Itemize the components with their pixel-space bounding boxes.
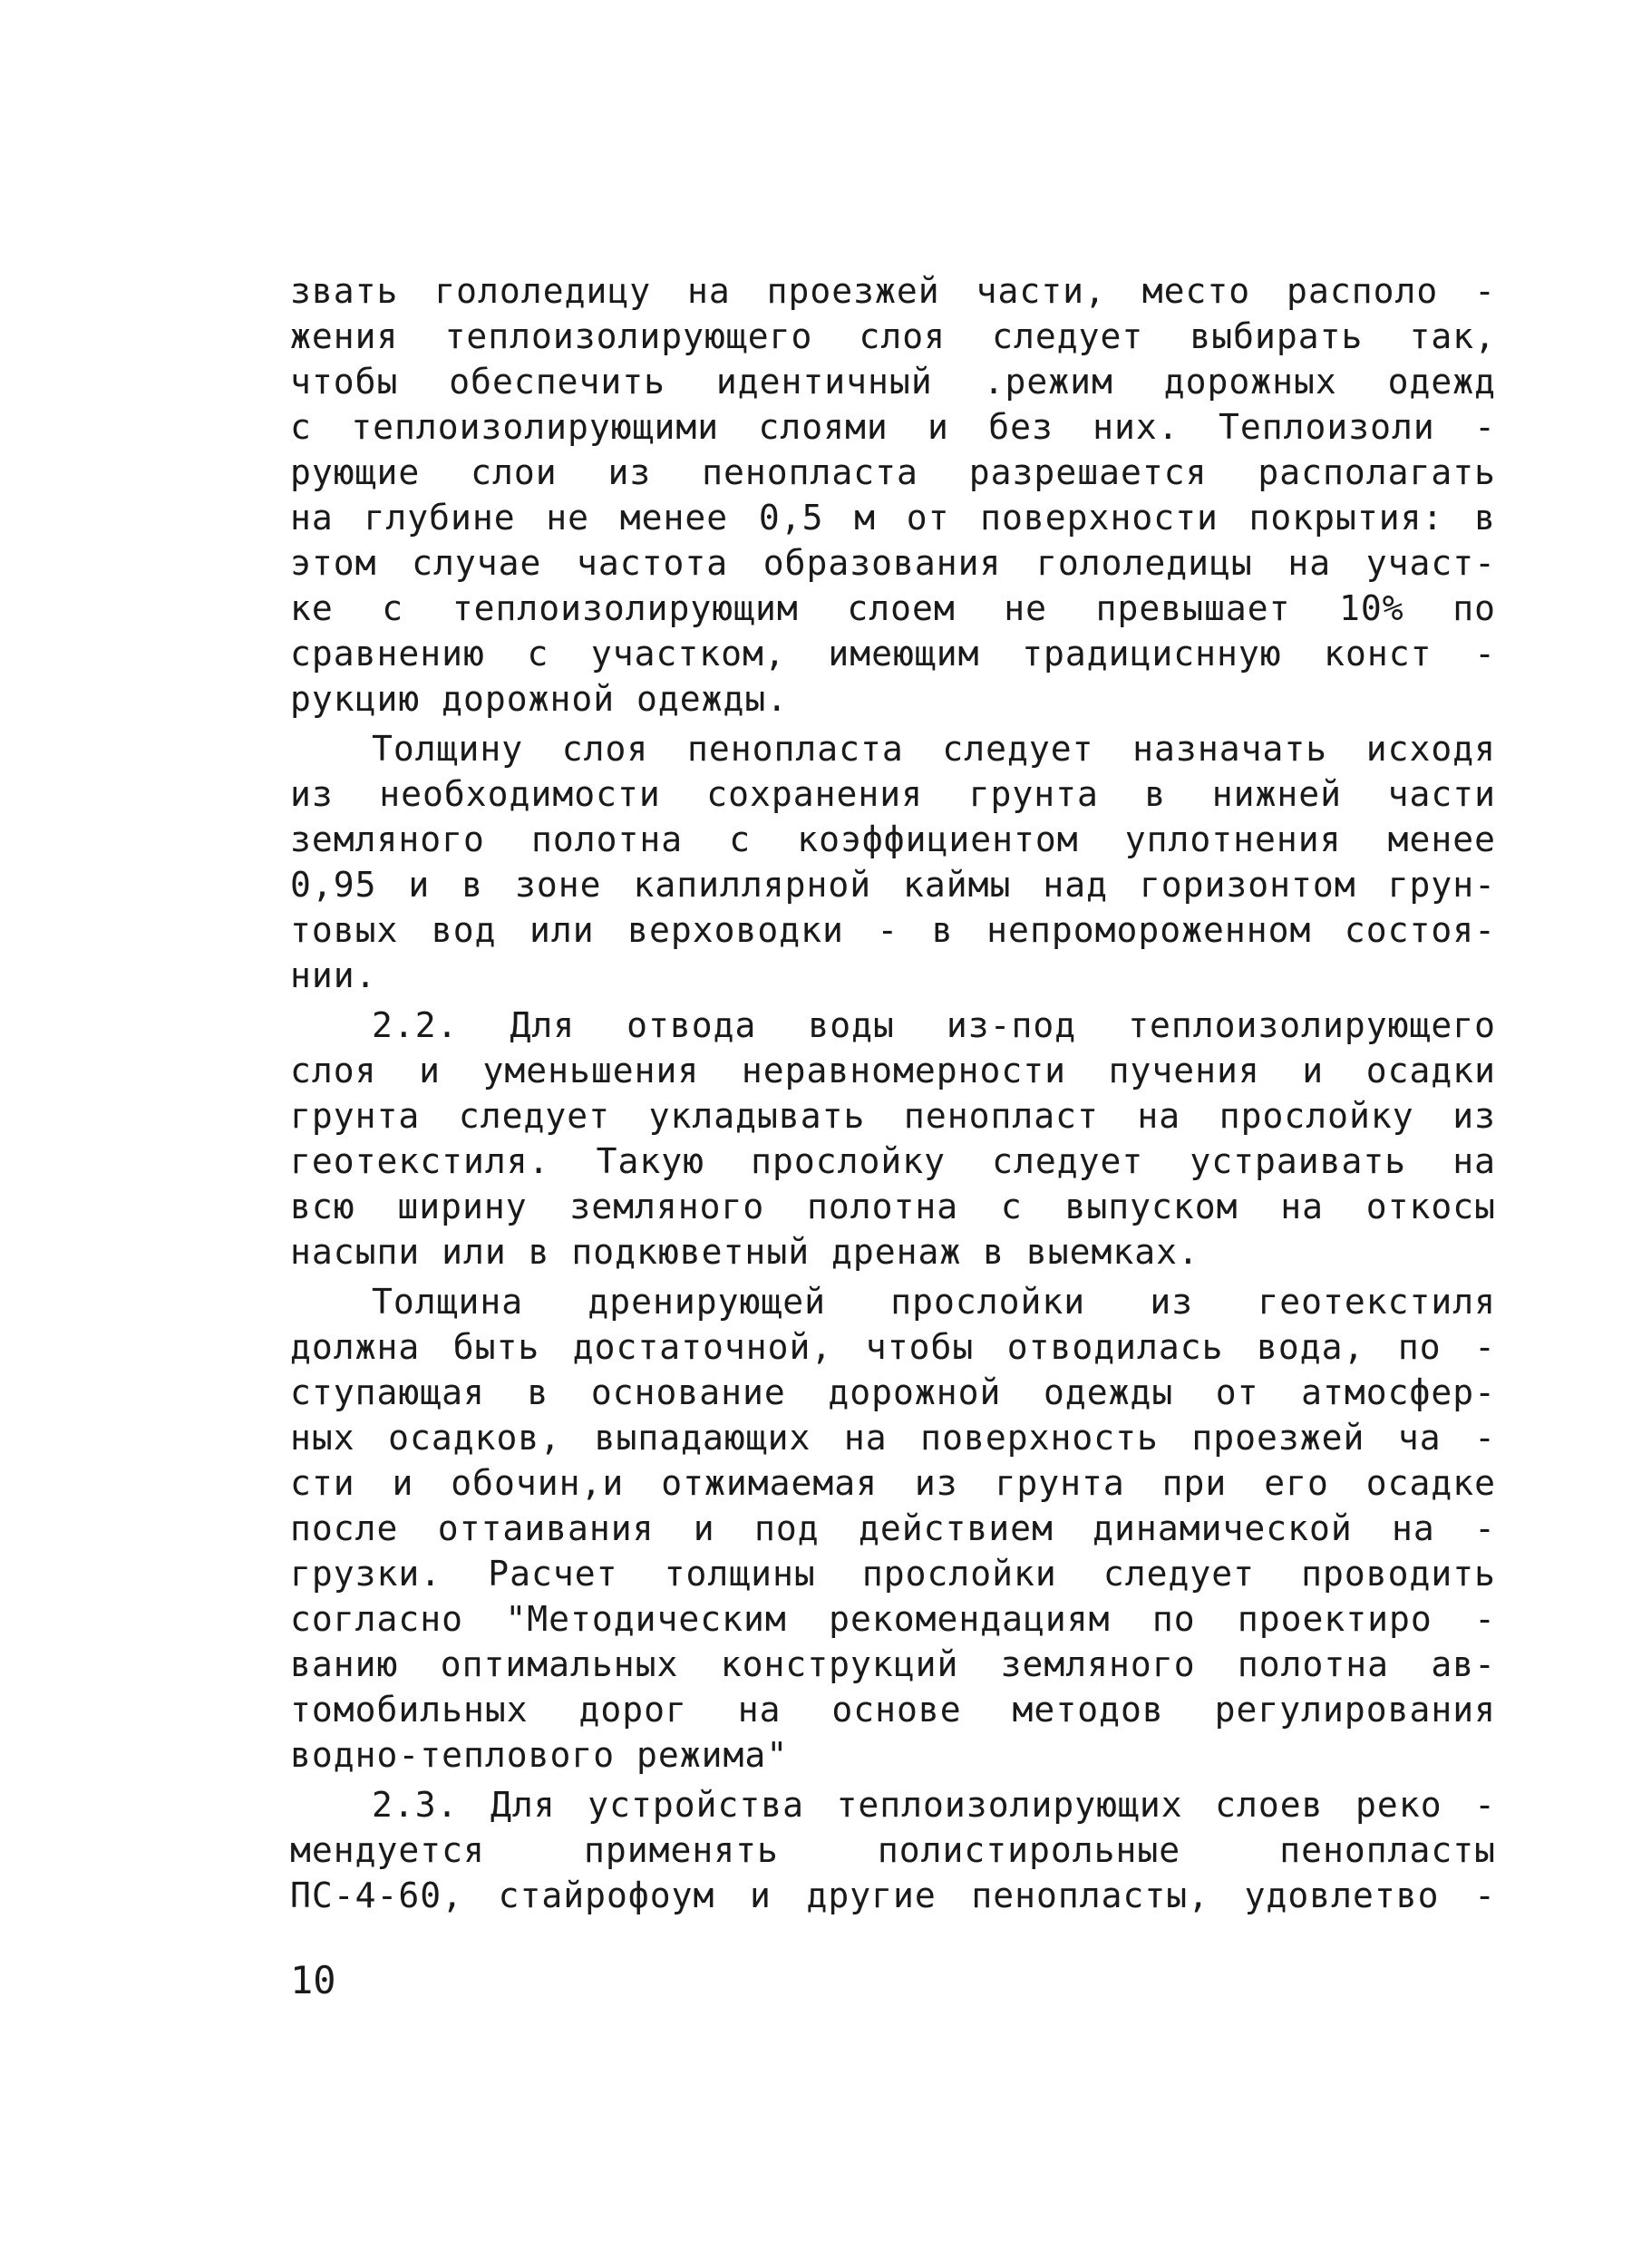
text-line: слоя и уменьшения неравномерности пучения и осадки <box>290 1051 1496 1090</box>
paragraph-start-line: Толщину слоя пенопласта следует назначать исходя <box>372 729 1496 769</box>
section-2-3-start-line: 2.3. Для устройства теплоизолирующих слоев реко - <box>372 1785 1496 1825</box>
text-line: согласно "Методическим рекомендациям по проектиро - <box>290 1599 1496 1639</box>
text-line: грузки. Расчет толщины прослойки следует проводить <box>290 1554 1496 1594</box>
page-number: 10 <box>290 1958 336 2002</box>
text-line: рующие слои из пенопласта разрешается располагать <box>290 452 1496 492</box>
text-line: мендуется применять полистирольные пенопласты <box>290 1830 1496 1870</box>
text-line: сравнению с участком, имеющим традициснную конст - <box>290 634 1496 674</box>
text-line: товых вод или верховодки - в непромороженном состоя- <box>290 910 1496 950</box>
text-line: жения теплоизолирующего слоя следует выбирать так, <box>290 316 1496 356</box>
text-line: томобильных дорог на основе методов регулирования <box>290 1690 1496 1730</box>
text-line: на глубине не менее 0,5 м от поверхности покрытия: в <box>290 498 1496 538</box>
paragraph-start-line: Толщина дренирующей прослойки из геотекстиля <box>372 1282 1496 1322</box>
text-line: насыпи или в подкюветный дренаж в выемках. <box>290 1232 1199 1272</box>
text-line: нии. <box>290 955 377 995</box>
text-line: этом случае частота образования гололедицы на участ- <box>290 543 1496 583</box>
text-line: звать гололедицу на проезжей части, место располо - <box>290 271 1496 311</box>
text-line: водно-теплового режима" <box>290 1735 789 1775</box>
text-line: ке с теплоизолирующим слоем не превышает 10% по <box>290 588 1496 628</box>
text-line: геотекстиля. Такую прослойку следует устраивать на <box>290 1141 1496 1181</box>
text-line: грунта следует укладывать пенопласт на прослойку из <box>290 1096 1496 1136</box>
text-line: всю ширину земляного полотна с выпуском на откосы <box>290 1187 1496 1226</box>
section-2-2-start-line: 2.2. Для отвода воды из-под теплоизолирующего <box>372 1005 1496 1045</box>
text-line: с теплоизолирующими слоями и без них. Теплоизоли - <box>290 407 1496 447</box>
text-line: ступающая в основание дорожной одежды от атмосфер- <box>290 1372 1496 1412</box>
text-line: ПС-4-60, стайрофоум и другие пенопласты, удовлетво - <box>290 1875 1496 1915</box>
text-line: рукцию дорожной одежды. <box>290 679 789 719</box>
text-line: из необходимости сохранения грунта в нижней части <box>290 774 1496 814</box>
text-line: ванию оптимальных конструкций земляного полотна ав- <box>290 1644 1496 1684</box>
text-line: 0,95 и в зоне капиллярной каймы над горизонтом грун- <box>290 865 1496 905</box>
text-line: чтобы обеспечить идентичный .режим дорожных одежд <box>290 362 1496 402</box>
text-line: должна быть достаточной, чтобы отводилась вода, по - <box>290 1327 1496 1367</box>
text-line: ных осадков, выпадающих на поверхность проезжей ча - <box>290 1418 1496 1458</box>
text-line: земляного полотна с коэффициентом уплотнения менее <box>290 819 1496 859</box>
text-line: после оттаивания и под действием динамической на - <box>290 1508 1496 1548</box>
text-line: сти и обочин,и отжимаемая из грунта при его осадке <box>290 1463 1496 1503</box>
